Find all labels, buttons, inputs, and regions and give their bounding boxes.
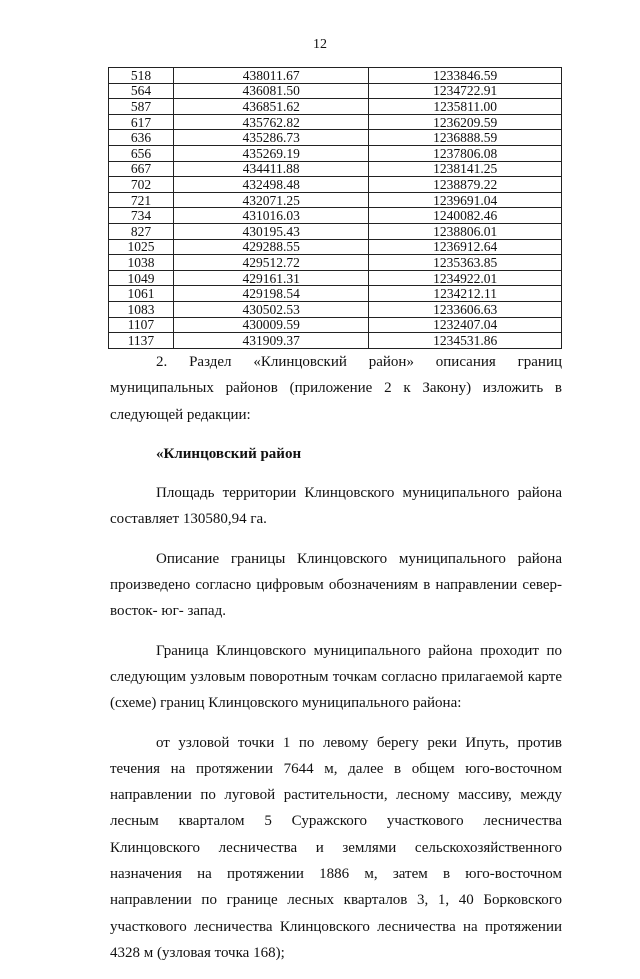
table-row [109, 208, 562, 224]
paragraph-item-2-text: 2. Раздел «Клинцовский район» описания границ муниципальных районов (приложение 2 к Закону) изложить в следующей редакции: [110, 354, 562, 423]
table-row [109, 83, 562, 99]
x-coordinate-cell: 435286.73 [173, 130, 369, 146]
paragraph-from-point-text: от узловой точки 1 по левому берегу реки Ипуть, против течения на протяжении 7644 м, далее в общем юго-восточном направлении по луговой растительности, лесному массиву, между лесным кварталом 5 Суражского участкового лесничества Клинцовского лесничества и землями сельскохозяйственного назначения на протяжении 1886 м, затем в юго-восточном направлении по границе лесных кварталов 3, 1, 40 Борковского участкового лесничества Клинцовского лесничества на протяжении 4328 м (узловая точка 168); [110, 734, 562, 961]
y-coordinate-cell: 1238879.22 [369, 177, 562, 193]
x-coordinate-cell: 430502.53 [173, 301, 369, 317]
table-row [109, 270, 562, 286]
y-coordinate-cell: 1233606.63 [369, 301, 562, 317]
table-row [109, 223, 562, 239]
table-row [109, 255, 562, 271]
coordinates-table-body [109, 68, 562, 349]
x-coordinate-cell: 429288.55 [173, 239, 369, 255]
x-coordinate-cell: 429161.31 [173, 270, 369, 286]
x-coordinate-cell: 431016.03 [173, 208, 369, 224]
point-number-cell: 827 [109, 223, 174, 239]
table-row [109, 177, 562, 193]
paragraph-area-text: Площадь территории Клинцовского муниципального района составляет 130580,94 га. [110, 485, 562, 528]
x-coordinate-cell: 430195.43 [173, 223, 369, 239]
table-row [109, 114, 562, 130]
point-number-cell: 734 [109, 208, 174, 224]
x-coordinate-cell: 432071.25 [173, 192, 369, 208]
y-coordinate-cell: 1235363.85 [369, 255, 562, 271]
point-number-cell: 1025 [109, 239, 174, 255]
table-row [109, 333, 562, 349]
x-coordinate-cell: 431909.37 [173, 333, 369, 349]
paragraph-description-text: Описание границы Клинцовского муниципального района произведено согласно цифровым обозначениям в направлении север- восток- юг- запад. [110, 550, 562, 620]
y-coordinate-cell: 1234212.11 [369, 286, 562, 302]
x-coordinate-cell: 430009.59 [173, 317, 369, 333]
point-number-cell: 721 [109, 192, 174, 208]
section-heading: «Клинцовский район [156, 445, 302, 462]
point-number-cell: 587 [109, 99, 174, 115]
y-coordinate-cell: 1235811.00 [369, 99, 562, 115]
paragraph-boundary [110, 638, 562, 717]
x-coordinate-cell: 429512.72 [173, 255, 369, 271]
point-number-cell: 1137 [109, 333, 174, 349]
y-coordinate-cell: 1237806.08 [369, 145, 562, 161]
y-coordinate-cell: 1240082.46 [369, 208, 562, 224]
y-coordinate-cell: 1239691.04 [369, 192, 562, 208]
point-number-cell: 1083 [109, 301, 174, 317]
point-number-cell: 656 [109, 145, 174, 161]
table-row [109, 99, 562, 115]
table-row [109, 192, 562, 208]
paragraph-item-2 [110, 349, 562, 428]
point-number-cell: 518 [109, 68, 174, 84]
y-coordinate-cell: 1236209.59 [369, 114, 562, 130]
x-coordinate-cell: 436851.62 [173, 99, 369, 115]
table-row [109, 68, 562, 84]
x-coordinate-cell: 438011.67 [173, 68, 369, 84]
document-body [110, 349, 562, 979]
x-coordinate-cell: 429198.54 [173, 286, 369, 302]
point-number-cell: 1107 [109, 317, 174, 333]
table-row [109, 239, 562, 255]
point-number-cell: 636 [109, 130, 174, 146]
y-coordinate-cell: 1233846.59 [369, 68, 562, 84]
point-number-cell: 617 [109, 114, 174, 130]
y-coordinate-cell: 1236912.64 [369, 239, 562, 255]
x-coordinate-cell: 436081.50 [173, 83, 369, 99]
x-coordinate-cell: 435269.19 [173, 145, 369, 161]
y-coordinate-cell: 1236888.59 [369, 130, 562, 146]
y-coordinate-cell: 1238141.25 [369, 161, 562, 177]
point-number-cell: 667 [109, 161, 174, 177]
y-coordinate-cell: 1238806.01 [369, 223, 562, 239]
paragraph-description [110, 546, 562, 625]
y-coordinate-cell: 1234722.91 [369, 83, 562, 99]
page-number: 12 [313, 37, 327, 52]
y-coordinate-cell: 1234531.86 [369, 333, 562, 349]
x-coordinate-cell: 434411.88 [173, 161, 369, 177]
y-coordinate-cell: 1234922.01 [369, 270, 562, 286]
point-number-cell: 702 [109, 177, 174, 193]
table-row [109, 317, 562, 333]
paragraph-boundary-text: Граница Клинцовского муниципального района проходит по следующим узловым поворотным точкам согласно прилагаемой карте (схеме) границ Клинцовского муниципального района: [110, 642, 562, 712]
x-coordinate-cell: 435762.82 [173, 114, 369, 130]
paragraph-from-point [110, 730, 562, 967]
table-row [109, 286, 562, 302]
table-row [109, 130, 562, 146]
point-number-cell: 1061 [109, 286, 174, 302]
point-number-cell: 1038 [109, 255, 174, 271]
coordinates-table [108, 67, 562, 349]
table-row [109, 161, 562, 177]
table-row [109, 145, 562, 161]
point-number-cell: 564 [109, 83, 174, 99]
point-number-cell: 1049 [109, 270, 174, 286]
y-coordinate-cell: 1232407.04 [369, 317, 562, 333]
paragraph-area [110, 480, 562, 533]
table-row [109, 301, 562, 317]
x-coordinate-cell: 432498.48 [173, 177, 369, 193]
